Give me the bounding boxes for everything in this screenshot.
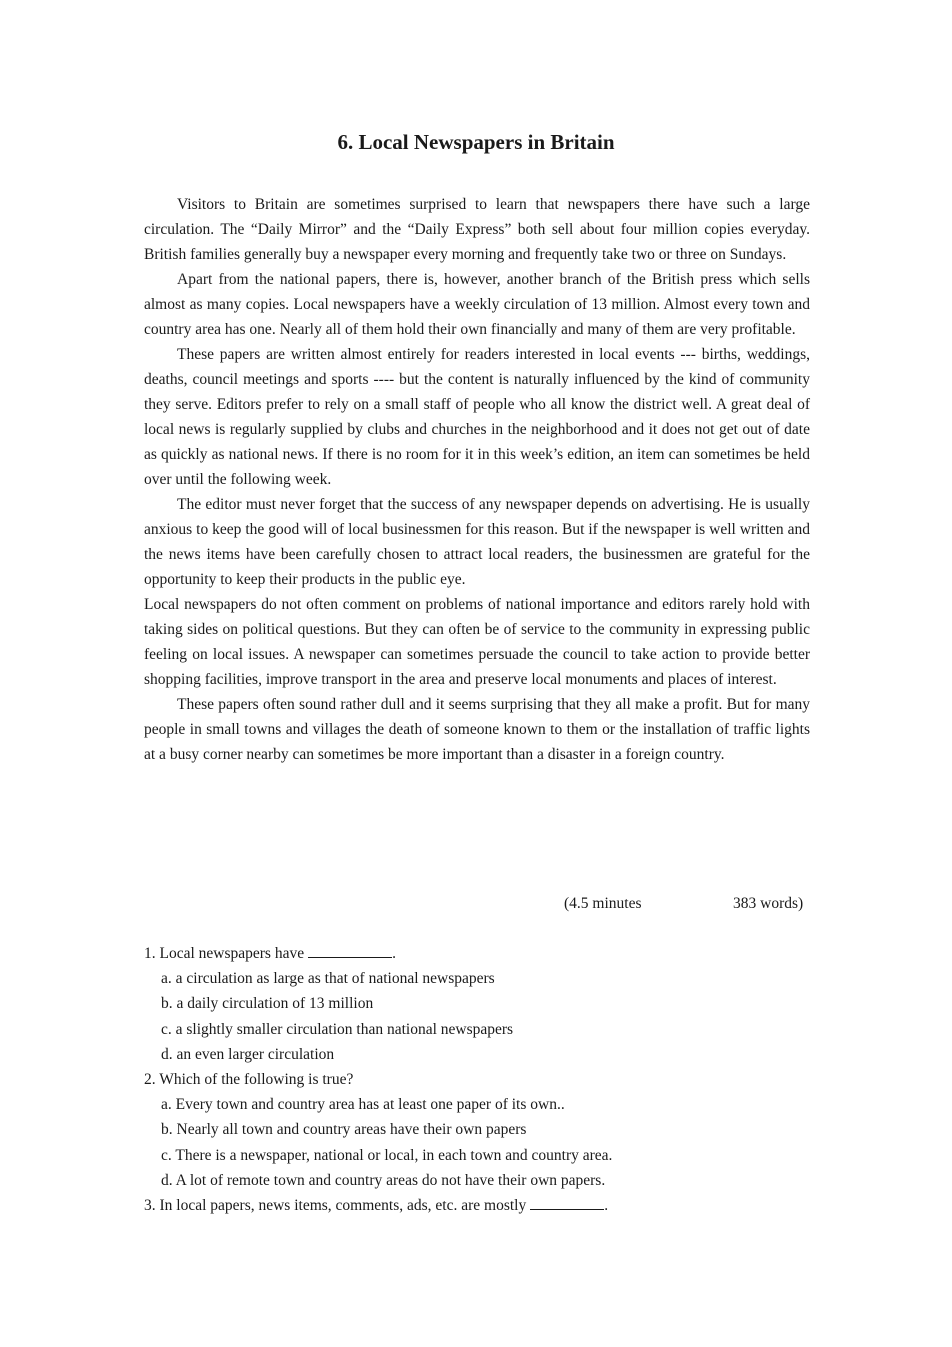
question-1-option-c: c. a slightly smaller circulation than national newspapers: [161, 1020, 514, 1038]
question-3-stem: 3. In local papers, news items, comments, ads, etc. are mostly: [144, 1197, 527, 1215]
question-list: [144, 941, 810, 1218]
question-1-stem: 1. Local newspapers have: [144, 945, 305, 962]
question-1: [144, 941, 810, 966]
paragraph-1: Visitors to Britain are sometimes surprised to learn that newspapers there have such a large circulation. The “Daily Mirror” and the “Daily Express” both sell about four million copies everyday. British families generally buy a newspaper every morning and frequently take two or three on Sundays.: [144, 196, 810, 263]
answer-blank-3: [530, 1195, 604, 1210]
paragraph-6: These papers often sound rather dull and it seems surprising that they all make a profit. But for many people in small towns and villages the death of someone known to them or the installation of traffic lights at a busy corner nearby can sometimes be more important than a disaster in a foreign country.: [144, 696, 810, 763]
question-3-end: .: [604, 1197, 609, 1215]
paragraph-3: These papers are written almost entirely for readers interested in local events --- births, weddings, deaths, council meetings and sports ---- but the content is naturally influenced by the kind of community they serve. Editors prefer to rely on a small staff of people who all know the district well. A great deal of local news is regularly supplied by clubs and churches in the neighborhood and it does not get out of date as quickly as national news. If there is no room for it in this week’s edition, an item can sometimes be held over until the following week.: [144, 346, 810, 488]
question-1-option-b: b. a daily circulation of 13 million: [161, 995, 374, 1013]
reading-time: (4.5 minutes: [564, 895, 642, 912]
paragraph-4: The editor must never forget that the success of any newspaper depends on advertising. He is usually anxious to keep the good will of local businessmen for this reason. But if the newspaper is well written and the news items have been carefully chosen to attract local readers, the businessmen are grateful for the opportunity to keep their products in the public eye.: [144, 496, 810, 588]
answer-blank-1: [308, 943, 392, 958]
word-count: 383 words): [733, 895, 804, 912]
question-2-stem: 2. Which of the following is true?: [144, 1071, 354, 1089]
question-1-option-a: a. a circulation as large as that of national newspapers: [161, 970, 495, 988]
question-3: [144, 1193, 810, 1218]
question-2-option-b: b. Nearly all town and country areas have their own papers: [161, 1121, 527, 1139]
question-2-option-c: c. There is a newspaper, national or local, in each town and country area.: [161, 1146, 613, 1164]
document-title: 6. Local Newspapers in Britain: [337, 130, 615, 154]
question-2-option-d: d. A lot of remote town and country areas do not have their own papers.: [161, 1171, 606, 1189]
question-2-option-a: a. Every town and country area has at least one paper of its own..: [161, 1096, 565, 1114]
paragraph-5: Local newspapers do not often comment on problems of national importance and editors rarely hold with taking sides on political questions. But they can often be of service to the community in expressing public feeling on local issues. A newspaper can sometimes persuade the council to take action to provide better shopping facilities, improve transport in the area and preserve local monuments and places of interest.: [144, 596, 810, 688]
question-1-option-d: d. an even larger circulation: [161, 1045, 335, 1063]
question-2: [144, 1067, 810, 1092]
paragraph-2: Apart from the national papers, there is, however, another branch of the British press which sells almost as many copies. Local newspapers have a weekly circulation of 13 million. Almost every town and country area has one. Nearly all of them hold their own financially and many of them are very profitable.: [144, 271, 810, 338]
question-1-end: .: [392, 945, 396, 962]
article-body: [144, 192, 810, 767]
